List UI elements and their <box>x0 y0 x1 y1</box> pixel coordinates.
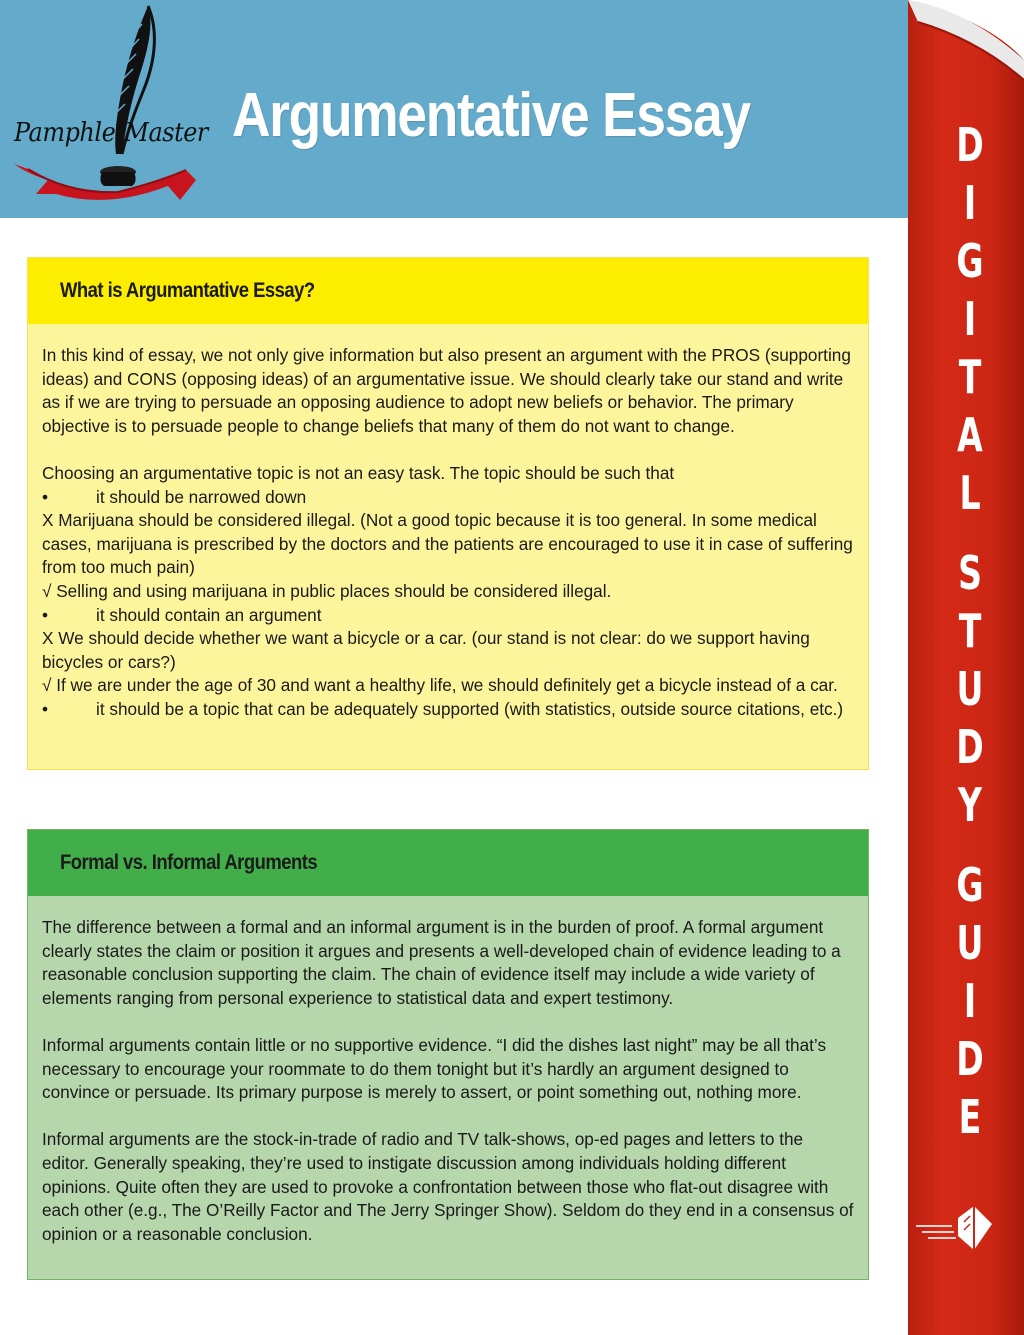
section-body <box>28 324 868 722</box>
ribbon-letter: D <box>956 118 984 172</box>
ribbon-letter: I <box>963 974 977 1028</box>
ribbon-letter: I <box>963 292 977 346</box>
quill-logo-icon <box>8 4 208 218</box>
paragraph: Informal arguments contain little or no supportive evidence. “I did the dishes last night” may be all that’s necessary to encourage your roommate to do them tonight but it’s hardly an argument designed to convince or persuade. Its primary purpose is merely to assert, or point something out, nothing more. <box>42 1034 827 1103</box>
section-heading <box>28 830 868 896</box>
ribbon-letter: E <box>958 1090 982 1144</box>
ribbon-word-guide <box>940 856 1000 1146</box>
ribbon-letter: D <box>956 720 984 774</box>
ribbon-letter: D <box>956 1032 984 1086</box>
ribbon-word-digital <box>940 116 1000 522</box>
ribbon-letter: I <box>963 176 977 230</box>
ribbon-word-study <box>940 544 1000 834</box>
paragraph: The difference between a formal and an informal argument is in the burden of proof. A formal argument clearly states the claim or position it argues and presents a well-developed chain of evidence leading to a reasonable conclusion supporting the claim. The chain of evidence itself may include a wide variety of elements ranging from personal experience to statistical data and expert testimony. <box>42 917 841 1008</box>
list-item-text: it should be narrowed down <box>96 486 307 507</box>
list-item-text: it should contain an argument <box>96 604 322 625</box>
book-icon <box>912 1196 1008 1260</box>
ribbon-title <box>940 116 1000 1168</box>
ribbon-letter: U <box>956 916 984 970</box>
ribbon-letter: L <box>959 466 981 520</box>
section-argumentative-essay <box>27 257 869 770</box>
list-item <box>42 604 854 628</box>
ribbon-letter: G <box>956 858 984 912</box>
ribbon-letter: Y <box>958 778 982 832</box>
bullet-icon: • <box>42 486 49 507</box>
paragraph: Choosing an argumentative topic is not an easy task. The topic should be such that <box>42 462 675 483</box>
ribbon-letter: T <box>958 604 982 658</box>
ribbon-letter: T <box>958 350 982 404</box>
bullet-icon: • <box>42 604 49 625</box>
good-example: √ Selling and using marijuana in public places should be considered illegal. <box>42 580 612 601</box>
page-title: Argumentative Essay <box>232 81 750 150</box>
list-item-text: it should be a topic that can be adequately supported (with statistics, outside source citations, etc.) <box>96 698 844 719</box>
header-banner <box>0 0 908 218</box>
list-item <box>42 486 854 510</box>
paragraph: In this kind of essay, we not only give information but also present an argument with the PROS (supporting ideas) and CONS (opposing ideas) of an argumentative issue. We should clearly take our stand and write as if we are trying to persuade an opposing audience to adopt new beliefs or behavior. The primary objective is to persuade people to change beliefs that many of them do not want to change. <box>42 345 851 436</box>
section-heading-text: Formal vs. Informal Arguments <box>60 851 318 874</box>
bullet-icon: • <box>42 698 49 719</box>
section-heading <box>28 258 868 324</box>
page-curl-icon <box>908 0 1024 90</box>
bad-example: X We should decide whether we want a bicycle or a car. (our stand is not clear: do we support having bicycles or cars?) <box>42 628 810 672</box>
ribbon-letter: A <box>957 408 983 462</box>
section-formal-informal <box>27 829 869 1280</box>
bad-example: X Marijuana should be considered illegal. (Not a good topic because it is too general. In some medical cases, marijuana is prescribed by the doctors and the patients are encouraged to use it in case of suffering from too much pain) <box>42 510 853 578</box>
paragraph: Informal arguments are the stock-in-trade of radio and TV talk-shows, op-ed pages and letters to the editor. Generally speaking, they’re used to instigate discussion among individuals holding different opinions. Quite often they are used to provoke a confrontation between those who flat-out disagree with each other (e.g., The O’Reilly Factor and The Jerry Springer Show). Seldom do they end in a consensus of opinion or a reasonable conclusion. <box>42 1129 854 1244</box>
ribbon-letter: S <box>958 546 982 600</box>
ribbon-letter: U <box>956 662 984 716</box>
good-example: √ If we are under the age of 30 and want a healthy life, we should definitely get a bicycle instead of a car. <box>42 675 838 696</box>
logo-wordmark: PamphletMaster <box>14 118 208 148</box>
list-item <box>42 698 854 722</box>
ribbon-letter: G <box>956 234 984 288</box>
section-heading-text: What is Argumantative Essay? <box>60 279 315 302</box>
section-body <box>28 896 868 1246</box>
